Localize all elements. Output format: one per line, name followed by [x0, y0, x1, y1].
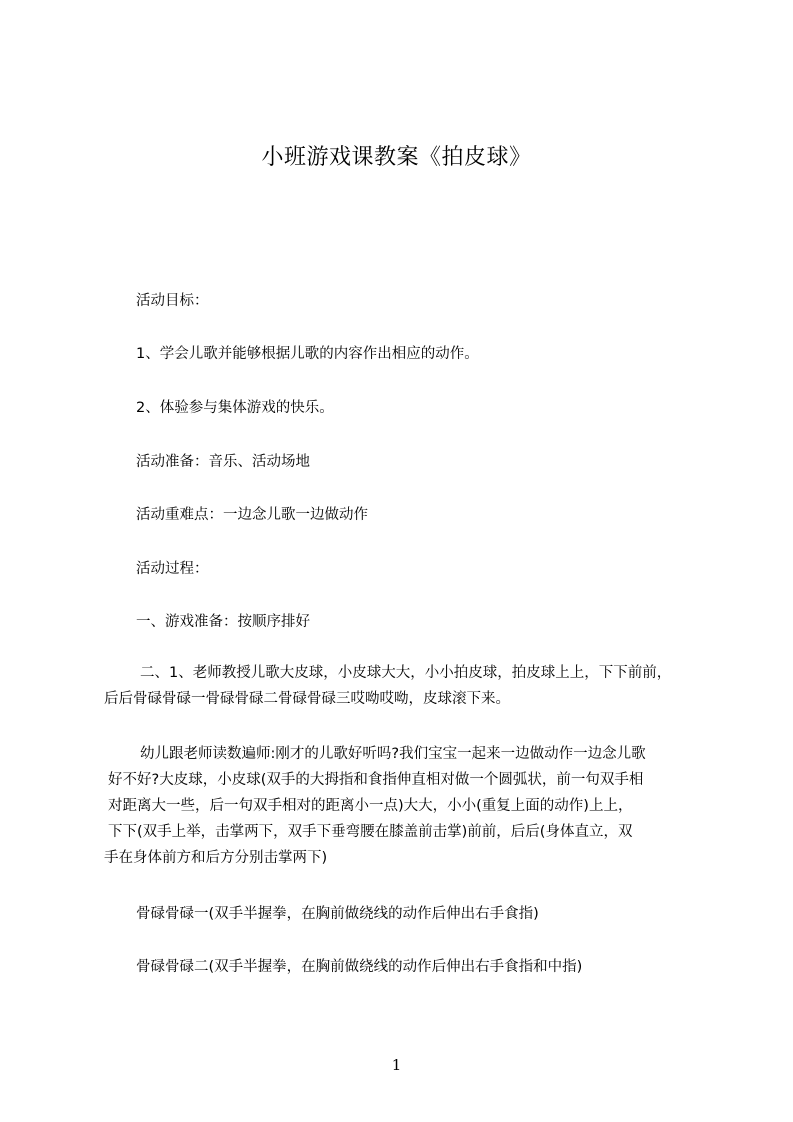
paragraph-line: 好不好?大皮球，小皮球(双手的大拇指和食指伸直相对做一个圆弧状，前一句双手相	[108, 772, 644, 788]
paragraph-step-3	[104, 741, 724, 871]
paragraph-line: 二、1、老师教授儿歌大皮球，小皮球大大，小小拍皮球，拍皮球上上，下下前前，	[140, 665, 672, 681]
document-title: 小班游戏课教案《拍皮球》	[261, 145, 532, 170]
paragraph-preparation: 活动准备：音乐、活动场地	[136, 454, 310, 470]
paragraph-goal-1: 1、学会儿歌并能够根据儿歌的内容作出相应的动作。	[136, 346, 479, 362]
page-number: 1	[391, 1056, 402, 1074]
paragraph-line: 幼儿跟老师读数遍师:刚才的儿歌好听吗?我们宝宝一起来一边做动作一边念儿歌	[140, 746, 646, 762]
paragraph-step-4: 骨碌骨碌一(双手半握拳，在胸前做绕线的动作后伸出右手食指)	[136, 906, 539, 922]
paragraph-process: 活动过程：	[136, 561, 209, 577]
paragraph-step-1: 一、游戏准备：按顺序排好	[136, 614, 310, 630]
paragraph-activity-goals: 活动目标：	[136, 293, 209, 309]
paragraph-line: 手在身体前方和后方分别击掌两下)	[104, 850, 328, 866]
paragraph-key-points: 活动重难点：一边念儿歌一边做动作	[136, 507, 368, 523]
paragraph-line: 对距离大一些，后一句双手相对的距离小一点)大大，小小(重复上面的动作)上上，	[108, 798, 633, 814]
paragraph-step-2	[104, 660, 724, 712]
paragraph-step-5: 骨碌骨碌二(双手半握拳，在胸前做绕线的动作后伸出右手食指和中指)	[136, 959, 583, 975]
paragraph-line: 后后骨碌骨碌一骨碌骨碌二骨碌骨碌三哎呦哎呦，皮球滚下来。	[104, 691, 510, 707]
paragraph-goal-2: 2、体验参与集体游戏的快乐。	[136, 400, 334, 416]
paragraph-line: 下下(双手上举，击掌两下，双手下垂弯腰在膝盖前击掌)前前，后后(身体直立，双	[108, 824, 633, 840]
